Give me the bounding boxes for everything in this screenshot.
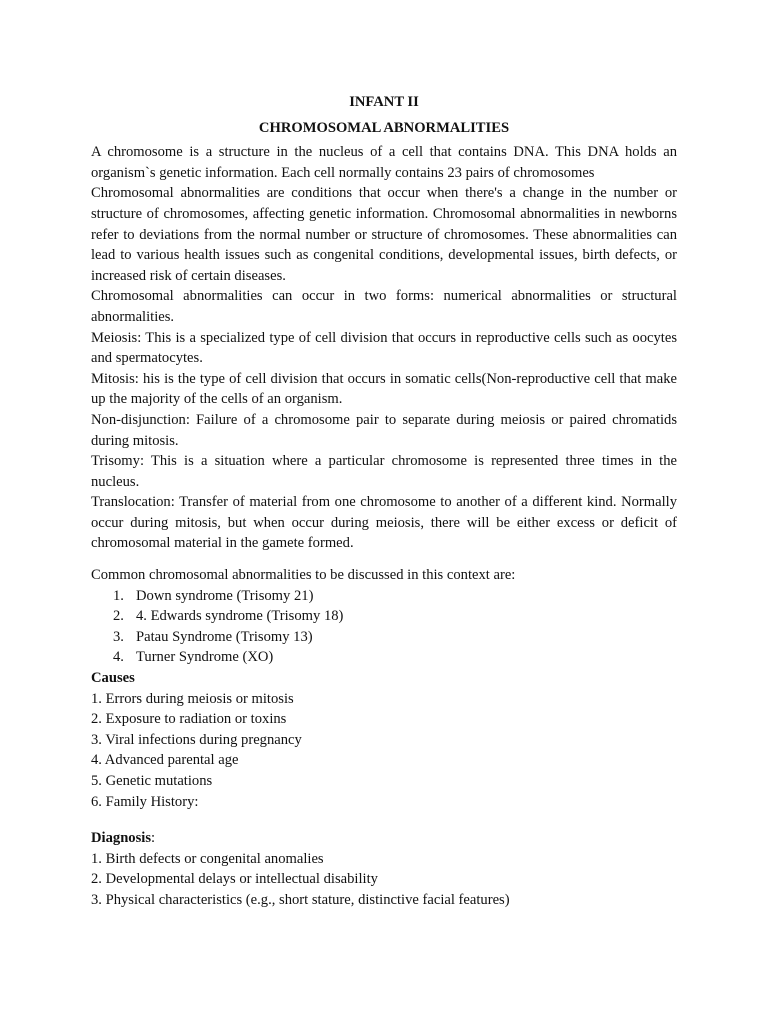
list-item-text: Turner Syndrome (XO) xyxy=(136,649,274,666)
paragraph-trisomy: Trisomy: This is a situation where a particular chromosome is represented three times in the nucleus. xyxy=(91,453,677,490)
document-page xyxy=(91,92,677,911)
common-abnormalities-list xyxy=(91,586,677,668)
document-heading-course: INFANT II xyxy=(349,94,419,110)
paragraph-translocation: Translocation: Transfer of material from one chromosome to another of a different kind. Normally occur during mitosis, but when occur during meiosis, there will be either excess or deficit of chromosomal material in the gamete formed. xyxy=(91,494,677,552)
list-item-number: 2. xyxy=(113,608,124,625)
cause-item: 2. Exposure to radiation or toxins xyxy=(91,711,287,728)
cause-item: 3. Viral infections during pregnancy xyxy=(91,731,302,748)
paragraph-chromosome-definition: A chromosome is a structure in the nucleus of a cell that contains DNA. This DNA holds an organism`s genetic information. Each cell normally contains 23 pairs of chromosomes xyxy=(91,144,677,181)
paragraph-mitosis: Mitosis: his is the type of cell division that occurs in somatic cells(Non-reproductive cell that make up the majority of the cells of an organism. xyxy=(91,370,677,408)
document-title: CHROMOSOMAL ABNORMALITIES xyxy=(258,119,510,136)
causes-heading: Causes xyxy=(91,670,135,687)
cause-item: 5. Genetic mutations xyxy=(91,773,213,789)
list-item-text: 4. Edwards syndrome (Trisomy 18) xyxy=(136,608,344,625)
cause-item: 6. Family History: xyxy=(91,793,199,810)
paragraph-non-disjunction: Non-disjunction: Failure of a chromosome pair to separate during meiosis or paired chromatids during mitosis. xyxy=(91,411,677,449)
list-item-number: 3. xyxy=(113,628,124,645)
list-item-number: 1. xyxy=(113,587,124,604)
list-item xyxy=(91,627,677,648)
common-abnormalities-intro: Common chromosomal abnormalities to be discussed in this context are: xyxy=(91,567,516,584)
list-item xyxy=(91,606,677,627)
list-item-text: Patau Syndrome (Trisomy 13) xyxy=(136,628,313,645)
paragraph-meiosis: Meiosis: This is a specialized type of cell division that occurs in reproductive cells such as oocytes and spermatocytes. xyxy=(91,329,677,367)
diagnosis-item: 2. Developmental delays or intellectual disability xyxy=(91,871,378,888)
diagnosis-item: 3. Physical characteristics (e.g., short stature, distinctive facial features) xyxy=(91,891,510,908)
paragraph-abnormalities-definition: Chromosomal abnormalities are conditions that occur when there's a change in the number or structure of chromosomes, affecting genetic information. Chromosomal abnormalities in newborns refer to deviations from the normal number or structure of chromosomes. These abnormalities can lead to various health issues such as congenital conditions, developmental issues, birth defects, or increased risk of certain diseases. xyxy=(91,185,677,284)
spacer xyxy=(91,812,677,828)
list-item-number: 4. xyxy=(113,649,124,666)
list-item xyxy=(91,586,677,607)
cause-item: 4. Advanced parental age xyxy=(91,752,239,769)
list-item xyxy=(91,647,677,668)
diagnosis-item: 1. Birth defects or congenital anomalies xyxy=(91,850,324,867)
spacer xyxy=(91,554,677,565)
paragraph-forms: Chromosomal abnormalities can occur in two forms: numerical abnormalities or structural abnormalities. xyxy=(91,288,677,325)
cause-item: 1. Errors during meiosis or mitosis xyxy=(91,690,294,707)
diagnosis-heading-colon: : xyxy=(151,830,156,847)
list-item-text: Down syndrome (Trisomy 21) xyxy=(136,587,314,604)
diagnosis-heading: Diagnosis xyxy=(91,830,152,847)
diagnosis-heading-line xyxy=(91,828,677,849)
